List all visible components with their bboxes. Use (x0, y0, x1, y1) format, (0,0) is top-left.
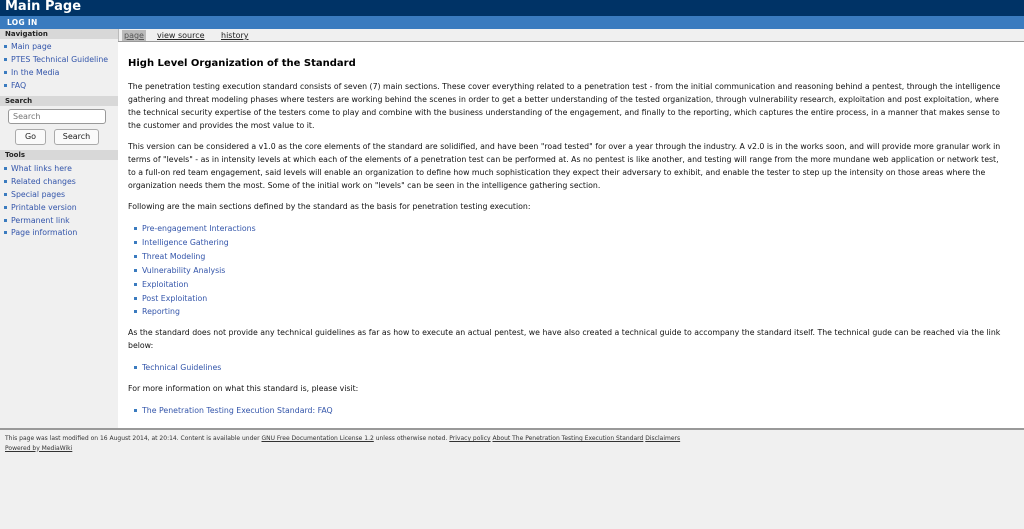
sidebar-item-faq[interactable] (4, 80, 26, 91)
page-title: Main Page (5, 0, 82, 14)
sidebar-item-label: Page information (11, 228, 78, 237)
last-modified-text: This page was last modified on 16 August 2014, at 20:14. Content is available under (5, 435, 262, 442)
bullet-icon (134, 283, 137, 286)
bullet-icon (4, 193, 7, 196)
bullet-icon (134, 255, 137, 258)
list-item-label: The Penetration Testing Execution Standard: FAQ (142, 406, 333, 415)
sidebar-item-label: Permanent link (11, 216, 70, 225)
paragraph-more-info: For more information on what this standard is, please visit: (128, 384, 359, 393)
bullet-icon (134, 297, 137, 300)
site-header (0, 0, 1024, 16)
bullet-icon (134, 366, 137, 369)
list-item-label: Post Exploitation (142, 293, 208, 303)
powered-by-mediawiki-link[interactable]: Powered by MediaWiki (5, 444, 73, 452)
sidebar-item-special-pages[interactable] (4, 189, 65, 200)
bullet-icon (4, 45, 7, 48)
bullet-icon (4, 231, 7, 234)
search-portlet-header (0, 96, 118, 106)
sidebar-item-label: What links here (11, 164, 72, 173)
user-bar (0, 16, 1024, 29)
paragraph-sections-intro: Following are the main sections defined by the standard as the basis for penetration testing execution: (128, 202, 531, 211)
bullet-icon (4, 180, 7, 183)
sidebar-item-related-changes[interactable] (4, 176, 76, 187)
license-note-text: unless otherwise noted. (373, 435, 450, 442)
disclaimers-link[interactable]: Disclaimers (645, 435, 681, 442)
about-link[interactable]: About The Penetration Testing Execution Standard (492, 435, 644, 442)
footer-info-line (5, 434, 680, 444)
sidebar-item-label: Main page (11, 42, 52, 51)
faq-list (134, 404, 333, 418)
tools-portlet-header (0, 150, 118, 160)
tab-page[interactable]: page (124, 31, 144, 40)
bullet-icon (4, 219, 7, 222)
navigation-portlet-header (0, 29, 118, 39)
sidebar-item-printable-version[interactable] (4, 202, 77, 213)
list-item-intelligence-gathering[interactable] (134, 236, 256, 250)
tab-view-source[interactable]: view source (157, 31, 205, 40)
bullet-icon (134, 269, 137, 272)
sidebar-item-ptes-technical-guideline[interactable] (4, 54, 108, 65)
list-item-threat-modeling[interactable] (134, 250, 256, 264)
technical-guidelines-link[interactable] (134, 361, 221, 375)
list-item-label: Threat Modeling (142, 251, 206, 261)
search-button[interactable]: Search (54, 129, 99, 145)
sidebar-item-in-the-media[interactable] (4, 67, 59, 78)
ptes-faq-link[interactable] (134, 404, 333, 418)
sidebar-item-main-page[interactable] (4, 41, 52, 52)
paragraph-overview: The penetration testing execution standard consists of seven (7) main sections. These cover everything related to a penetration test - from the initial communication and reasoning behind a pentest, through the intelligence gathering and threat modeling phases where testers are working behind the scenes in order to get a better understanding of the tested organization, through vulnerability research, exploitation and post exploitation, where the technical security expertise of the testers come to play and combine with the business understanding of the engagement, and finally to the reporting, which captures the entire process, in a manner that makes sense to the customer and provides the most value to it. (128, 82, 1001, 130)
bullet-icon (4, 206, 7, 209)
sidebar (0, 29, 119, 428)
sidebar-item-label: In the Media (11, 68, 60, 77)
tab-history[interactable]: history (221, 31, 249, 40)
sidebar-item-label: Special pages (11, 190, 66, 199)
go-button[interactable]: Go (15, 129, 46, 145)
sidebar-item-label: PTES Technical Guideline (11, 55, 109, 64)
list-item-post-exploitation[interactable] (134, 292, 256, 306)
paragraph-technical-guide: As the standard does not provide any technical guidelines as far as how to execute an actual pentest, we have also created a technical guide to accompany the standard itself. The technical gude can be reached via the link below: (128, 328, 1001, 350)
list-item-vulnerability-analysis[interactable] (134, 264, 256, 278)
bullet-icon (4, 71, 7, 74)
sidebar-item-label: FAQ (11, 81, 27, 90)
sidebar-item-permanent-link[interactable] (4, 215, 70, 226)
search-title: Search (5, 97, 33, 105)
sections-list (134, 222, 256, 319)
section-heading: High Level Organization of the Standard (128, 58, 356, 69)
sidebar-item-what-links-here[interactable] (4, 163, 72, 174)
footer (5, 434, 680, 453)
sidebar-item-label: Related changes (11, 177, 76, 186)
list-item-exploitation[interactable] (134, 278, 256, 292)
list-item-label: Vulnerability Analysis (142, 265, 226, 275)
sidebar-item-label: Printable version (11, 203, 77, 212)
tools-title: Tools (5, 151, 26, 159)
bullet-icon (134, 409, 137, 412)
list-item-label: Exploitation (142, 279, 189, 289)
search-input[interactable] (8, 109, 106, 124)
list-item-label: Reporting (142, 307, 180, 317)
list-item-label: Technical Guidelines (142, 363, 222, 372)
list-item-reporting[interactable] (134, 305, 256, 319)
bullet-icon (134, 227, 137, 230)
bullet-icon (4, 58, 7, 61)
login-link[interactable]: LOG IN (7, 18, 38, 27)
paragraph-version: This version can be considered a v1.0 as the core elements of the standard are solidified, and have been "road tested" for over a year through the industry. A v2.0 is in the works soon, and will provide more granular work in terms of "levels" - as in intensity levels at which each of the elements of a penetration test can be performed at. As no pentest is like another, and testing will range from the more mundane web application or network test, to a full-on red team engagement, said levels will enable an organization to define how much sophistication they expect their adversary to exhibit, and enable the tester to step up the intensity on those areas where the organization needs them the most. Some of the initial work on "levels" can be seen in the intelligence gathering section. (128, 142, 1001, 190)
list-item-label: Intelligence Gathering (142, 237, 229, 247)
bullet-icon (4, 167, 7, 170)
guide-list (134, 361, 221, 375)
page-tabs (118, 29, 1024, 41)
bullet-icon (134, 241, 137, 244)
sidebar-item-page-information[interactable] (4, 227, 77, 238)
privacy-policy-link[interactable]: Privacy policy (449, 435, 491, 442)
navigation-title: Navigation (5, 30, 48, 38)
list-item-label: Pre-engagement Interactions (142, 224, 256, 233)
bullet-icon (134, 310, 137, 313)
bullet-icon (4, 84, 7, 87)
main-content (118, 41, 1024, 429)
footer-divider (0, 428, 1024, 430)
license-link[interactable]: GNU Free Documentation License 1.2 (261, 435, 374, 442)
list-item-pre-engagement[interactable] (134, 222, 256, 236)
